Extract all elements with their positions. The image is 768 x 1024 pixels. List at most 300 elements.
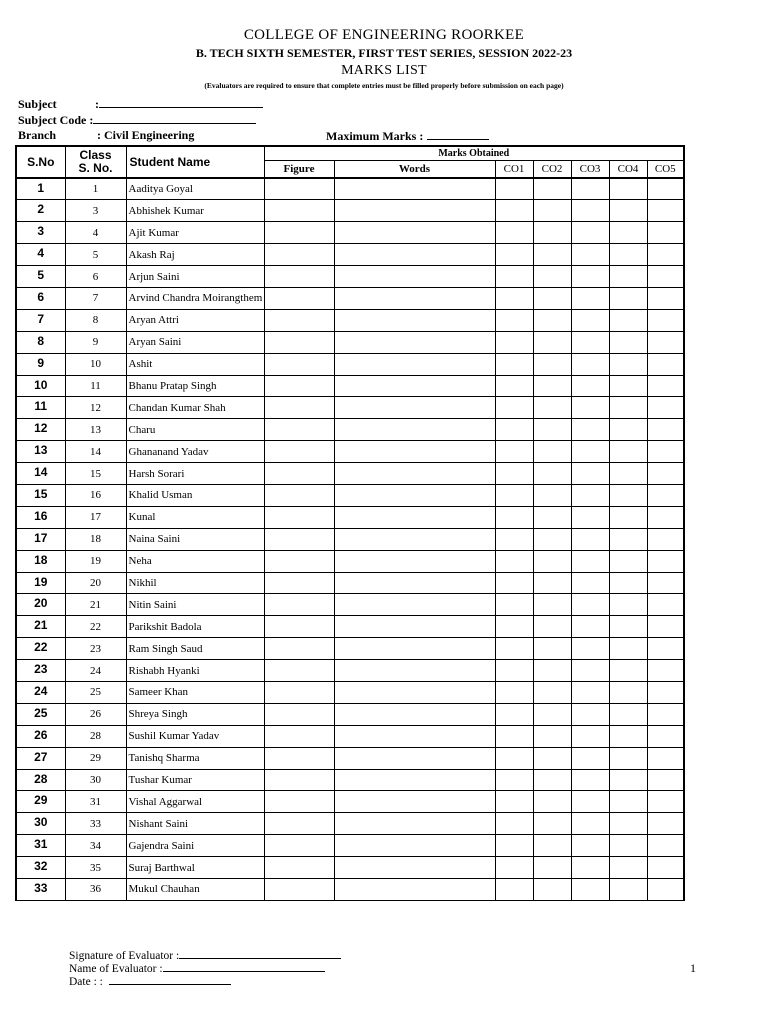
marks-cell-co3[interactable] [571, 660, 609, 682]
marks-cell-co1[interactable] [495, 222, 533, 244]
marks-cell-co3[interactable] [571, 309, 609, 331]
row-class-sno: 9 [65, 331, 126, 353]
row-class-sno: 21 [65, 594, 126, 616]
marks-cell-co2[interactable] [533, 835, 571, 857]
marks-cell-co2[interactable] [533, 813, 571, 835]
marks-cell-co4[interactable] [609, 791, 647, 813]
marks-cell-words[interactable] [334, 813, 495, 835]
marks-cell-co3[interactable] [571, 222, 609, 244]
marks-cell-co3[interactable] [571, 506, 609, 528]
marks-cell-co4[interactable] [609, 769, 647, 791]
row-class-sno: 15 [65, 463, 126, 485]
row-student-name [126, 375, 264, 397]
marks-cell-co3[interactable] [571, 572, 609, 594]
marks-cell-co2[interactable] [533, 463, 571, 485]
row-class-sno: 12 [65, 397, 126, 419]
marks-cell-figure[interactable] [264, 244, 334, 266]
marks-cell-co4[interactable] [609, 200, 647, 222]
header-class-line1: Class [79, 148, 112, 162]
marks-cell-co3[interactable] [571, 266, 609, 288]
marks-cell-co3[interactable] [571, 397, 609, 419]
marks-cell-co5[interactable] [647, 813, 684, 835]
marks-cell-co2[interactable] [533, 791, 571, 813]
marks-table [15, 145, 685, 901]
marks-cell-words[interactable] [334, 463, 495, 485]
marks-cell-co4[interactable] [609, 835, 647, 857]
marks-cell-figure[interactable] [264, 747, 334, 769]
max-marks-field[interactable] [427, 128, 489, 140]
marks-cell-co3[interactable] [571, 703, 609, 725]
student-name-text: Ghananand Yadav [128, 445, 209, 458]
marks-cell-figure[interactable] [264, 725, 334, 747]
student-name-text: Akash Raj [128, 248, 175, 261]
marks-cell-words[interactable] [334, 594, 495, 616]
marks-cell-words[interactable] [334, 441, 495, 463]
marks-cell-figure[interactable] [264, 419, 334, 441]
marks-cell-co2[interactable] [533, 747, 571, 769]
marks-cell-co4[interactable] [609, 528, 647, 550]
marks-cell-words[interactable] [334, 287, 495, 309]
marks-cell-co2[interactable] [533, 419, 571, 441]
marks-cell-co5[interactable] [647, 703, 684, 725]
row-student-name [126, 879, 264, 901]
student-name-text: Rishabh Hyanki [128, 664, 200, 677]
marks-cell-co2[interactable] [533, 725, 571, 747]
marks-cell-words[interactable] [334, 550, 495, 572]
marks-cell-co1[interactable] [495, 791, 533, 813]
marks-cell-words[interactable] [334, 419, 495, 441]
marks-cell-co4[interactable] [609, 222, 647, 244]
marks-cell-co3[interactable] [571, 769, 609, 791]
marks-cell-figure[interactable] [264, 463, 334, 485]
marks-cell-co5[interactable] [647, 266, 684, 288]
marks-cell-co1[interactable] [495, 857, 533, 879]
marks-cell-co5[interactable] [647, 309, 684, 331]
marks-cell-co1[interactable] [495, 397, 533, 419]
marks-cell-co5[interactable] [647, 200, 684, 222]
marks-cell-co5[interactable] [647, 484, 684, 506]
marks-cell-figure[interactable] [264, 791, 334, 813]
marks-cell-co2[interactable] [533, 309, 571, 331]
marks-cell-co2[interactable] [533, 550, 571, 572]
marks-cell-co3[interactable] [571, 244, 609, 266]
marks-cell-co4[interactable] [609, 660, 647, 682]
marks-cell-co5[interactable] [647, 616, 684, 638]
marks-cell-co4[interactable] [609, 484, 647, 506]
marks-cell-words[interactable] [334, 681, 495, 703]
row-student-name [126, 616, 264, 638]
row-sno: 3 [16, 222, 65, 244]
row-sno: 28 [16, 769, 65, 791]
marks-cell-co4[interactable] [609, 506, 647, 528]
marks-cell-figure[interactable] [264, 879, 334, 901]
marks-cell-words[interactable] [334, 244, 495, 266]
marks-cell-co5[interactable] [647, 769, 684, 791]
marks-cell-co5[interactable] [647, 222, 684, 244]
marks-cell-co1[interactable] [495, 266, 533, 288]
marks-cell-co2[interactable] [533, 353, 571, 375]
marks-cell-figure[interactable] [264, 266, 334, 288]
subject-code-field[interactable] [93, 112, 256, 124]
marks-cell-figure[interactable] [264, 331, 334, 353]
marks-cell-co3[interactable] [571, 353, 609, 375]
marks-cell-figure[interactable] [264, 506, 334, 528]
marks-cell-co2[interactable] [533, 506, 571, 528]
table-row [16, 331, 684, 353]
table-row [16, 660, 684, 682]
marks-cell-co2[interactable] [533, 287, 571, 309]
marks-cell-co4[interactable] [609, 813, 647, 835]
marks-cell-co1[interactable] [495, 375, 533, 397]
row-sno: 9 [16, 353, 65, 375]
row-class-sno: 13 [65, 419, 126, 441]
marks-cell-co2[interactable] [533, 616, 571, 638]
marks-cell-co4[interactable] [609, 441, 647, 463]
marks-cell-figure[interactable] [264, 703, 334, 725]
row-class-sno: 6 [65, 266, 126, 288]
table-row [16, 419, 684, 441]
row-student-name [126, 441, 264, 463]
marks-cell-co3[interactable] [571, 791, 609, 813]
row-class-sno: 31 [65, 791, 126, 813]
row-student-name [126, 506, 264, 528]
student-name-text: Nishant Saini [128, 817, 189, 830]
marks-cell-co1[interactable] [495, 681, 533, 703]
marks-cell-co1[interactable] [495, 594, 533, 616]
marks-cell-co3[interactable] [571, 528, 609, 550]
marks-cell-co5[interactable] [647, 463, 684, 485]
marks-cell-co3[interactable] [571, 747, 609, 769]
marks-cell-co1[interactable] [495, 331, 533, 353]
marks-cell-figure[interactable] [264, 550, 334, 572]
marks-cell-words[interactable] [334, 353, 495, 375]
marks-cell-co1[interactable] [495, 572, 533, 594]
marks-cell-co2[interactable] [533, 441, 571, 463]
marks-cell-figure[interactable] [264, 309, 334, 331]
row-class-sno: 1 [65, 178, 126, 200]
table-row [16, 200, 684, 222]
marks-cell-co5[interactable] [647, 835, 684, 857]
marks-cell-co2[interactable] [533, 703, 571, 725]
marks-cell-co2[interactable] [533, 660, 571, 682]
marks-cell-co1[interactable] [495, 879, 533, 901]
marks-cell-co2[interactable] [533, 331, 571, 353]
marks-cell-figure[interactable] [264, 441, 334, 463]
marks-cell-words[interactable] [334, 857, 495, 879]
marks-cell-co3[interactable] [571, 375, 609, 397]
marks-cell-co2[interactable] [533, 769, 571, 791]
marks-cell-co5[interactable] [647, 331, 684, 353]
marks-cell-co2[interactable] [533, 484, 571, 506]
signature-label: Signature of Evaluator : [69, 950, 180, 962]
marks-cell-words[interactable] [334, 769, 495, 791]
row-student-name [126, 638, 264, 660]
marks-cell-figure[interactable] [264, 769, 334, 791]
row-class-sno: 14 [65, 441, 126, 463]
marks-cell-words[interactable] [334, 375, 495, 397]
student-name-text: Charu [128, 423, 156, 436]
marks-cell-co1[interactable] [495, 638, 533, 660]
row-sno: 2 [16, 200, 65, 222]
table-row [16, 638, 684, 660]
marks-cell-co5[interactable] [647, 506, 684, 528]
marks-cell-figure[interactable] [264, 594, 334, 616]
marks-cell-co1[interactable] [495, 244, 533, 266]
marks-cell-figure[interactable] [264, 616, 334, 638]
marks-cell-co2[interactable] [533, 266, 571, 288]
marks-cell-figure[interactable] [264, 353, 334, 375]
table-row [16, 178, 684, 200]
marks-cell-co5[interactable] [647, 419, 684, 441]
marks-cell-co3[interactable] [571, 484, 609, 506]
marks-cell-co1[interactable] [495, 813, 533, 835]
row-sno: 7 [16, 309, 65, 331]
row-sno: 27 [16, 747, 65, 769]
marks-cell-co5[interactable] [647, 244, 684, 266]
table-row [16, 397, 684, 419]
marks-cell-co2[interactable] [533, 681, 571, 703]
marks-cell-figure[interactable] [264, 835, 334, 857]
marks-cell-co3[interactable] [571, 835, 609, 857]
row-class-sno: 16 [65, 484, 126, 506]
marks-cell-words[interactable] [334, 791, 495, 813]
marks-cell-co4[interactable] [609, 375, 647, 397]
table-row [16, 747, 684, 769]
marks-cell-co4[interactable] [609, 857, 647, 879]
row-student-name [126, 791, 264, 813]
marks-cell-co4[interactable] [609, 287, 647, 309]
marks-cell-words[interactable] [334, 616, 495, 638]
table-row [16, 594, 684, 616]
table-row [16, 375, 684, 397]
marks-cell-co4[interactable] [609, 244, 647, 266]
student-name-text: Vishal Aggarwal [128, 795, 203, 808]
row-sno: 20 [16, 594, 65, 616]
marks-cell-figure[interactable] [264, 528, 334, 550]
marks-cell-figure[interactable] [264, 813, 334, 835]
marks-cell-words[interactable] [334, 572, 495, 594]
marks-cell-co4[interactable] [609, 331, 647, 353]
row-sno: 33 [16, 879, 65, 901]
marks-cell-co1[interactable] [495, 616, 533, 638]
marks-cell-co4[interactable] [609, 616, 647, 638]
marks-cell-co1[interactable] [495, 703, 533, 725]
marks-cell-co2[interactable] [533, 528, 571, 550]
marks-cell-co1[interactable] [495, 200, 533, 222]
marks-cell-co4[interactable] [609, 266, 647, 288]
marks-cell-co1[interactable] [495, 747, 533, 769]
marks-cell-co4[interactable] [609, 725, 647, 747]
marks-cell-words[interactable] [334, 266, 495, 288]
marks-cell-co5[interactable] [647, 572, 684, 594]
marks-cell-co4[interactable] [609, 178, 647, 200]
marks-cell-words[interactable] [334, 178, 495, 200]
document-title: MARKS LIST [341, 63, 427, 78]
marks-cell-co2[interactable] [533, 200, 571, 222]
marks-cell-figure[interactable] [264, 178, 334, 200]
marks-cell-co3[interactable] [571, 857, 609, 879]
marks-cell-co5[interactable] [647, 594, 684, 616]
marks-cell-co1[interactable] [495, 441, 533, 463]
marks-cell-co4[interactable] [609, 879, 647, 901]
signature-field[interactable] [179, 948, 341, 959]
marks-cell-co5[interactable] [647, 287, 684, 309]
row-sno: 12 [16, 419, 65, 441]
marks-cell-figure[interactable] [264, 222, 334, 244]
marks-cell-co2[interactable] [533, 879, 571, 901]
marks-cell-co4[interactable] [609, 463, 647, 485]
marks-cell-co5[interactable] [647, 791, 684, 813]
marks-cell-co4[interactable] [609, 419, 647, 441]
marks-cell-figure[interactable] [264, 660, 334, 682]
document-header [0, 26, 768, 91]
marks-cell-co5[interactable] [647, 441, 684, 463]
marks-cell-words[interactable] [334, 528, 495, 550]
marks-cell-co5[interactable] [647, 681, 684, 703]
marks-cell-figure[interactable] [264, 397, 334, 419]
row-sno: 1 [16, 178, 65, 200]
marks-cell-figure[interactable] [264, 857, 334, 879]
marks-cell-co5[interactable] [647, 638, 684, 660]
marks-cell-co3[interactable] [571, 178, 609, 200]
marks-cell-co1[interactable] [495, 353, 533, 375]
marks-cell-co4[interactable] [609, 572, 647, 594]
marks-cell-co5[interactable] [647, 660, 684, 682]
marks-cell-co3[interactable] [571, 200, 609, 222]
marks-cell-co5[interactable] [647, 397, 684, 419]
date-field[interactable] [109, 974, 231, 985]
marks-cell-co5[interactable] [647, 353, 684, 375]
marks-cell-co1[interactable] [495, 550, 533, 572]
marks-cell-figure[interactable] [264, 375, 334, 397]
marks-cell-co5[interactable] [647, 528, 684, 550]
header-student-name: Student Name [126, 146, 264, 178]
marks-cell-words[interactable] [334, 200, 495, 222]
row-class-sno: 30 [65, 769, 126, 791]
marks-cell-figure[interactable] [264, 484, 334, 506]
marks-cell-co1[interactable] [495, 463, 533, 485]
marks-cell-co1[interactable] [495, 835, 533, 857]
marks-cell-co1[interactable] [495, 178, 533, 200]
marks-cell-co2[interactable] [533, 594, 571, 616]
marks-cell-co3[interactable] [571, 616, 609, 638]
marks-cell-words[interactable] [334, 397, 495, 419]
marks-cell-words[interactable] [334, 747, 495, 769]
marks-cell-co1[interactable] [495, 309, 533, 331]
marks-cell-co1[interactable] [495, 660, 533, 682]
marks-cell-co4[interactable] [609, 638, 647, 660]
marks-cell-co2[interactable] [533, 857, 571, 879]
marks-cell-co3[interactable] [571, 419, 609, 441]
marks-cell-co3[interactable] [571, 813, 609, 835]
marks-cell-co4[interactable] [609, 681, 647, 703]
marks-cell-figure[interactable] [264, 681, 334, 703]
marks-cell-co2[interactable] [533, 244, 571, 266]
marks-cell-figure[interactable] [264, 287, 334, 309]
row-class-sno: 19 [65, 550, 126, 572]
marks-cell-co3[interactable] [571, 550, 609, 572]
marks-cell-words[interactable] [334, 506, 495, 528]
marks-cell-co2[interactable] [533, 638, 571, 660]
marks-cell-co1[interactable] [495, 287, 533, 309]
marks-cell-co4[interactable] [609, 747, 647, 769]
marks-cell-co2[interactable] [533, 375, 571, 397]
marks-cell-words[interactable] [334, 484, 495, 506]
marks-cell-co3[interactable] [571, 594, 609, 616]
marks-cell-co3[interactable] [571, 725, 609, 747]
exam-subtitle: B. TECH SIXTH SEMESTER, FIRST TEST SERIES, SESSION 2022-23 [195, 46, 573, 60]
marks-cell-co5[interactable] [647, 879, 684, 901]
subject-field[interactable] [99, 96, 263, 108]
marks-cell-co5[interactable] [647, 747, 684, 769]
marks-cell-co5[interactable] [647, 550, 684, 572]
student-name-text: Aaditya Goyal [128, 183, 193, 196]
marks-cell-co5[interactable] [647, 857, 684, 879]
marks-cell-figure[interactable] [264, 638, 334, 660]
marks-cell-co3[interactable] [571, 331, 609, 353]
marks-cell-co5[interactable] [647, 375, 684, 397]
marks-cell-words[interactable] [334, 309, 495, 331]
marks-cell-co2[interactable] [533, 572, 571, 594]
marks-cell-words[interactable] [334, 331, 495, 353]
marks-cell-co4[interactable] [609, 550, 647, 572]
marks-cell-co3[interactable] [571, 463, 609, 485]
marks-cell-figure[interactable] [264, 572, 334, 594]
row-student-name [126, 178, 264, 200]
marks-cell-co4[interactable] [609, 309, 647, 331]
table-row [16, 857, 684, 879]
marks-cell-co1[interactable] [495, 769, 533, 791]
marks-cell-words[interactable] [334, 660, 495, 682]
marks-cell-co3[interactable] [571, 681, 609, 703]
row-student-name [126, 572, 264, 594]
marks-cell-co3[interactable] [571, 287, 609, 309]
marks-cell-co1[interactable] [495, 528, 533, 550]
row-student-name [126, 287, 264, 309]
student-name-text: Sameer Khan [128, 686, 189, 699]
marks-cell-co1[interactable] [495, 725, 533, 747]
marks-cell-words[interactable] [334, 725, 495, 747]
table-row [16, 287, 684, 309]
marks-cell-co3[interactable] [571, 638, 609, 660]
marks-cell-co4[interactable] [609, 703, 647, 725]
marks-cell-co5[interactable] [647, 725, 684, 747]
marks-cell-co2[interactable] [533, 222, 571, 244]
marks-cell-co2[interactable] [533, 178, 571, 200]
header-co2: CO2 [533, 161, 571, 179]
marks-cell-words[interactable] [334, 879, 495, 901]
row-student-name [126, 660, 264, 682]
marks-cell-words[interactable] [334, 835, 495, 857]
row-class-sno: 34 [65, 835, 126, 857]
marks-cell-words[interactable] [334, 222, 495, 244]
marks-cell-words[interactable] [334, 638, 495, 660]
marks-cell-co4[interactable] [609, 397, 647, 419]
marks-cell-co1[interactable] [495, 419, 533, 441]
marks-cell-co1[interactable] [495, 506, 533, 528]
marks-cell-co3[interactable] [571, 879, 609, 901]
marks-cell-figure[interactable] [264, 200, 334, 222]
marks-cell-co3[interactable] [571, 441, 609, 463]
marks-cell-words[interactable] [334, 703, 495, 725]
marks-cell-co2[interactable] [533, 397, 571, 419]
marks-cell-co4[interactable] [609, 594, 647, 616]
marks-cell-co4[interactable] [609, 353, 647, 375]
subject-row [18, 96, 263, 112]
evaluator-name-field[interactable] [163, 961, 325, 972]
marks-cell-co5[interactable] [647, 178, 684, 200]
marks-cell-co1[interactable] [495, 484, 533, 506]
